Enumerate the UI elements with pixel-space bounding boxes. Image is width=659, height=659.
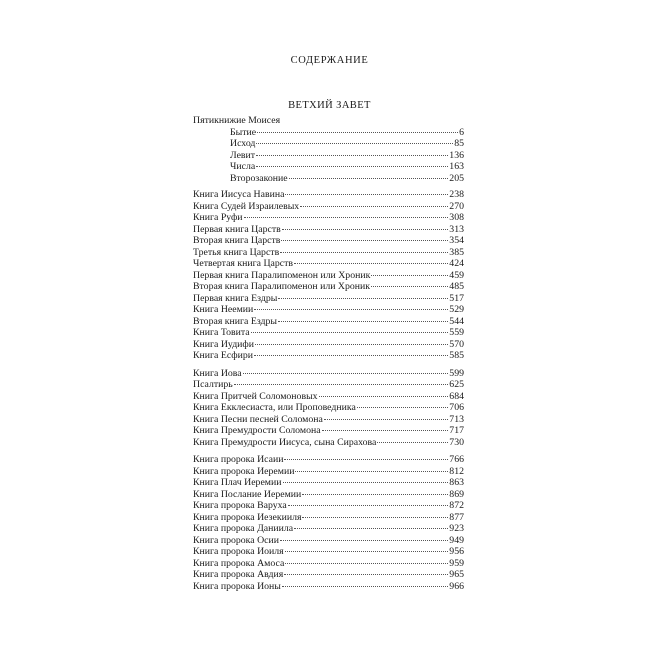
dot-leader [278, 297, 448, 299]
toc-entry [193, 500, 464, 512]
toc-entry [193, 150, 464, 162]
dot-leader [324, 418, 448, 420]
wisdom-books-list [193, 368, 464, 449]
dot-leader [289, 177, 449, 179]
dot-leader [319, 395, 449, 397]
dot-leader [295, 470, 448, 472]
toc-entry-title: Книга пророка Иоиля [193, 546, 284, 557]
toc-entry [193, 212, 464, 224]
toc-entry-title: Первая книга Паралипоменон или Хроник [193, 269, 371, 281]
toc-entry-title: Исход [230, 138, 256, 149]
toc-entry [193, 224, 464, 236]
dot-leader [294, 527, 448, 529]
toc-entry [193, 350, 464, 362]
toc-entry-page: 544 [449, 315, 464, 327]
toc-entry-page: 385 [449, 246, 464, 258]
toc-entry-title: Вторая книга Паралипоменон или Хроник [193, 281, 371, 292]
toc-entry [193, 327, 464, 339]
toc-entry [193, 512, 464, 524]
page-title: СОДЕРЖАНИЕ [290, 55, 369, 66]
dot-leader [288, 504, 449, 506]
toc-entry-page: 6 [459, 126, 464, 138]
toc-entry [193, 402, 464, 414]
toc-entry-title: Второзаконие [230, 172, 288, 184]
dot-leader [285, 562, 448, 564]
historical-books-list [193, 189, 464, 362]
toc-entry-page: 163 [449, 161, 464, 172]
toc-entry-page: 877 [449, 511, 464, 523]
toc-entry-page: 863 [449, 477, 464, 488]
toc-entry-page: 529 [449, 304, 464, 315]
dot-leader [257, 131, 458, 133]
dot-leader [278, 320, 448, 322]
toc-entry [193, 437, 464, 449]
toc-entry-title: Книга пророка Исаии [193, 454, 284, 465]
dot-leader [285, 550, 449, 552]
toc-entry-page: 238 [449, 189, 464, 200]
dot-leader [282, 228, 449, 230]
toc-entry-page: 966 [449, 580, 464, 592]
toc-entry-title: Книга пророка Осии [193, 534, 279, 546]
pentateuch-heading: Пятикнижие Моисея [193, 115, 281, 126]
toc-entry-page: 872 [449, 500, 464, 511]
dot-leader [294, 262, 448, 264]
dot-leader [322, 429, 449, 431]
toc-entry-title: Книга Премудрости Соломона [193, 425, 321, 436]
toc-entry-title: Книга Руфи [193, 212, 243, 223]
toc-entry-title: Книга Екклесиаста, или Проповедника [193, 402, 356, 413]
toc-entry [193, 235, 464, 247]
toc-entry [193, 489, 464, 501]
toc-entry-title: Книга пророка Авдия [193, 569, 284, 580]
dot-leader [302, 516, 448, 518]
table-of-contents [193, 115, 464, 592]
toc-entry [193, 201, 464, 213]
toc-entry-title: Книга пророка Варуха [193, 500, 287, 511]
dot-leader [300, 205, 448, 207]
dot-leader [281, 239, 448, 241]
toc-entry-title: Книга Неемии [193, 304, 254, 315]
toc-entry-title: Книга Премудрости Иисуса, сына Сирахова [193, 436, 377, 448]
toc-entry-title: Вторая книга Царств [193, 235, 281, 246]
toc-entry [193, 127, 464, 139]
toc-entry-page: 205 [449, 172, 464, 184]
toc-entry [193, 569, 464, 581]
toc-entry [193, 258, 464, 270]
toc-entry-title: Книга Иисуса Навина [193, 189, 285, 200]
toc-entry-page: 730 [449, 436, 464, 448]
toc-entry-title: Первая книга Ездры [193, 292, 278, 304]
toc-entry-page: 965 [449, 569, 464, 580]
toc-entry [193, 477, 464, 489]
toc-entry-page: 136 [449, 149, 464, 161]
toc-entry-page: 959 [449, 557, 464, 569]
toc-entry-title: Вторая книга Ездры [193, 315, 277, 327]
dot-leader [256, 154, 448, 156]
toc-entry [193, 391, 464, 403]
dot-leader [255, 343, 448, 345]
toc-entry-page: 270 [449, 200, 464, 212]
section-title: ВЕТХИЙ ЗАВЕТ [288, 100, 371, 111]
toc-entry [193, 189, 464, 201]
toc-entry-title: Книга Товита [193, 327, 250, 338]
dot-leader [371, 274, 448, 276]
toc-entry-page: 354 [449, 235, 464, 246]
dot-leader [254, 354, 448, 356]
toc-entry-page: 517 [449, 292, 464, 304]
toc-entry [193, 379, 464, 391]
dot-leader [280, 251, 448, 253]
toc-entry-title: Книга Иудифи [193, 338, 255, 350]
prophets-books-list [193, 454, 464, 592]
toc-entry-page: 684 [449, 390, 464, 402]
toc-entry-title: Четвертая книга Царств [193, 258, 294, 269]
toc-entry-title: Книга Притчей Соломоновых [193, 390, 318, 402]
toc-entry [193, 535, 464, 547]
toc-entry [193, 293, 464, 305]
toc-entry [193, 247, 464, 259]
toc-entry-page: 717 [449, 425, 464, 436]
dot-leader [254, 308, 448, 310]
toc-entry [193, 304, 464, 316]
toc-entry-title: Книга пророка Иезекииля [193, 511, 302, 523]
toc-entry-page: 956 [449, 546, 464, 557]
toc-entry-title: Книга пророка Даниила [193, 523, 294, 534]
toc-entry-title: Книга Послание Иеремии [193, 488, 302, 500]
toc-entry-page: 713 [449, 413, 464, 425]
dot-leader [280, 539, 448, 541]
dot-leader [234, 383, 449, 385]
toc-entry-page: 313 [449, 223, 464, 235]
toc-entry-page: 85 [454, 138, 464, 149]
toc-entry [193, 173, 464, 185]
toc-entry-title: Книга Есфири [193, 350, 254, 361]
toc-entry-title: Числа [230, 161, 256, 172]
toc-entry-page: 585 [449, 350, 464, 361]
toc-entry-title: Третья книга Царств [193, 246, 280, 258]
dot-leader [256, 165, 448, 167]
toc-entry-page: 424 [449, 258, 464, 269]
dot-leader [284, 458, 448, 460]
dot-leader [243, 372, 449, 374]
toc-entry-title: Книга пророка Иеремии [193, 465, 295, 477]
toc-entry-title: Книга пророка Амоса [193, 557, 285, 569]
dot-leader [371, 285, 448, 287]
dot-leader [283, 481, 449, 483]
dot-leader [284, 573, 448, 575]
toc-entry-page: 308 [449, 212, 464, 223]
dot-leader [251, 331, 449, 333]
toc-entry [193, 466, 464, 478]
toc-entry-title: Книга Песни песней Соломона [193, 413, 323, 425]
toc-entry-page: 599 [449, 367, 464, 379]
toc-entry [193, 425, 464, 437]
toc-entry-title: Книга пророка Ионы [193, 580, 281, 592]
toc-entry-page: 949 [449, 534, 464, 546]
toc-entry [193, 523, 464, 535]
toc-entry [193, 581, 464, 593]
dot-leader [285, 193, 448, 195]
toc-entry-page: 812 [449, 465, 464, 477]
toc-entry-page: 559 [449, 327, 464, 338]
toc-entry [193, 161, 464, 173]
toc-entry [193, 414, 464, 426]
toc-entry-title: Псалтирь [193, 379, 233, 390]
toc-entry [193, 454, 464, 466]
dot-leader [357, 406, 448, 408]
dot-leader [282, 585, 448, 587]
toc-entry-title: Книга Плач Иеремии [193, 477, 282, 488]
dot-leader [244, 216, 449, 218]
toc-entry-page: 485 [449, 281, 464, 292]
dot-leader [377, 441, 448, 443]
toc-entry [193, 546, 464, 558]
toc-entry [193, 339, 464, 351]
toc-entry-page: 766 [449, 454, 464, 465]
dot-leader [302, 493, 448, 495]
toc-entry-title: Бытие [230, 126, 257, 138]
toc-entry [193, 138, 464, 150]
toc-entry [193, 368, 464, 380]
toc-entry-title: Книга Иова [193, 367, 242, 379]
toc-entry [193, 558, 464, 570]
toc-entry-page: 869 [449, 488, 464, 500]
toc-entry-page: 625 [449, 379, 464, 390]
toc-entry-page: 923 [449, 523, 464, 534]
pentateuch-list [193, 127, 464, 185]
toc-entry [193, 281, 464, 293]
toc-entry-title: Первая книга Царств [193, 223, 281, 235]
toc-entry-page: 706 [449, 402, 464, 413]
toc-entry-title: Левит [230, 149, 256, 161]
toc-entry-page: 459 [449, 269, 464, 281]
toc-entry-page: 570 [449, 338, 464, 350]
toc-entry-title: Книга Судей Израилевых [193, 200, 300, 212]
toc-entry [193, 316, 464, 328]
toc-entry [193, 270, 464, 282]
dot-leader [256, 142, 453, 144]
